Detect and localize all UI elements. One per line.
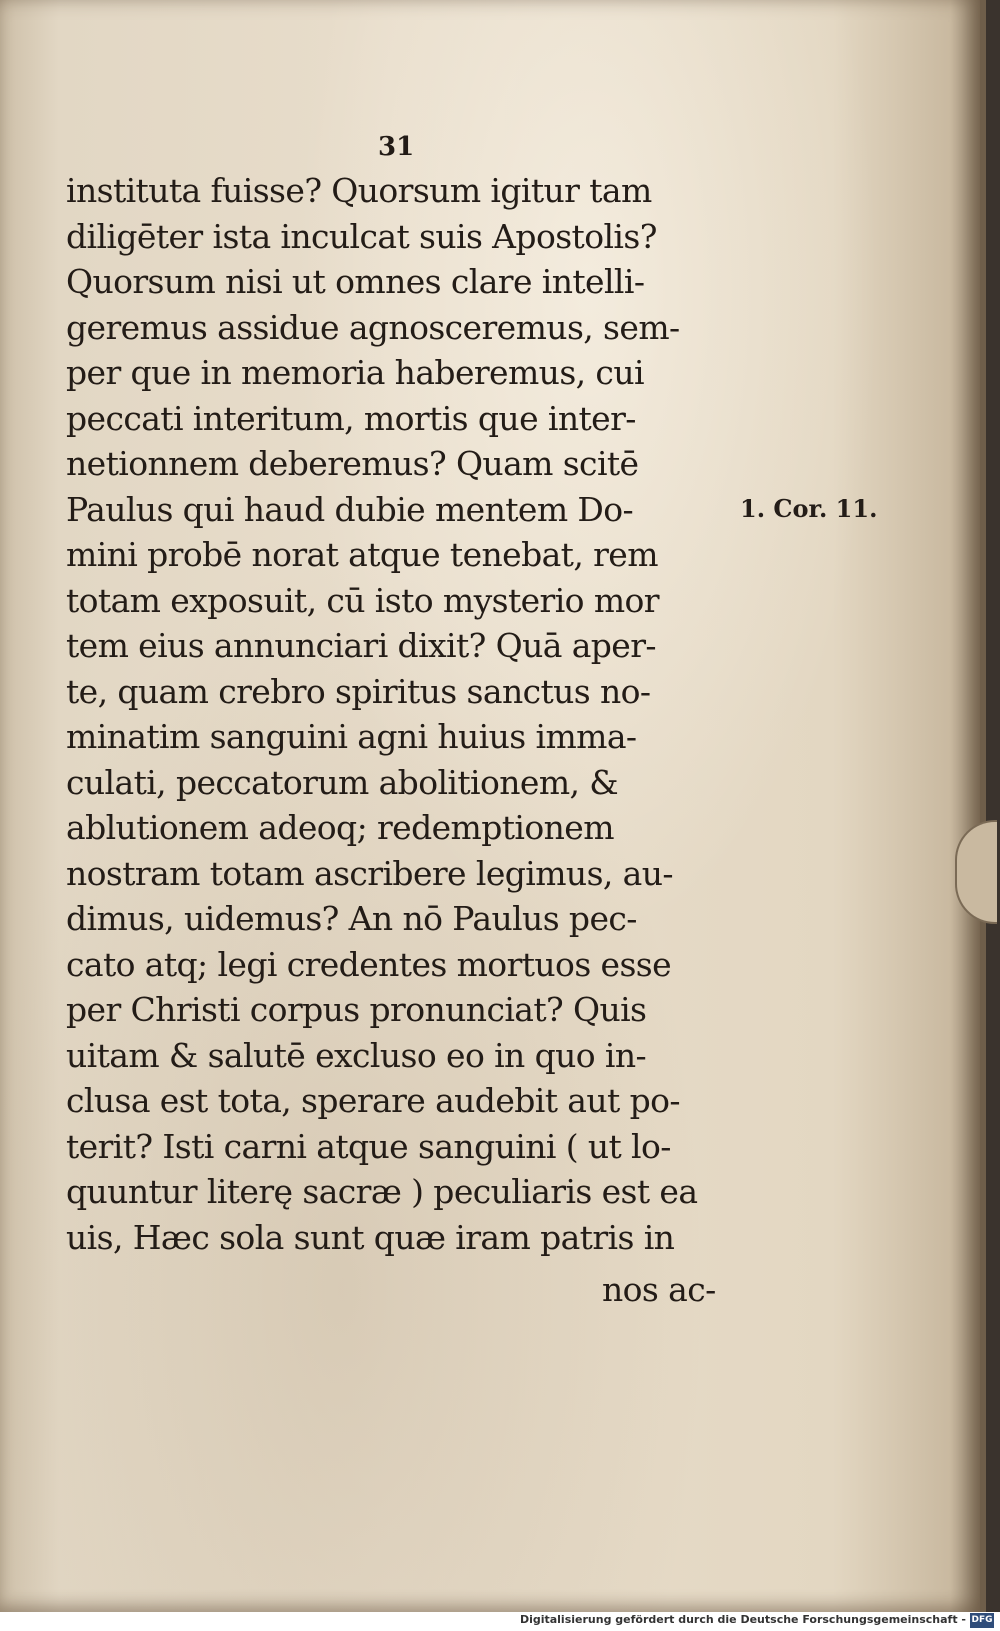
text-line: terit? Isti carni atque sanguini ( ut lo- [66, 1126, 671, 1166]
text-line: te, quam crebro spiritus sanctus no- [66, 671, 651, 711]
text-line: geremus assidue agnosceremus, sem- [66, 307, 680, 347]
footer-bar [0, 1612, 1000, 1631]
text-line: diligēter ista inculcat suis Apostolis? [66, 216, 657, 256]
text-line: clusa est tota, sperare audebit aut po- [66, 1081, 680, 1120]
text-line: totam exposuit, cū isto mysterio mor [66, 580, 659, 620]
text-line: per Christi corpus pronunciat? Quis [66, 990, 647, 1029]
text-line: quuntur literę sacræ ) peculiaris est ea [66, 1172, 698, 1211]
text-line: mini probē norat atque tenebat, rem [66, 535, 658, 574]
text-line: Paulus qui haud dubie mentem Do- [66, 489, 634, 529]
text-line: Quorsum nisi ut omnes clare intelli- [66, 262, 645, 301]
text-line: netionnem deberemus? Quam scitē [66, 444, 639, 483]
funding-credit: Digitalisierung gefördert durch die Deutsche Forschungsgemeinschaft - [519, 1613, 966, 1626]
text-line: cato atq; legi credentes mortuos esse [66, 944, 672, 984]
body-text [66, 168, 736, 1260]
page-number: 31 [378, 132, 415, 162]
text-line: uitam & salutē excluso eo in quo in- [66, 1035, 647, 1075]
text-line: peccati interitum, mortis que inter- [66, 398, 636, 438]
marginal-note: 1. Cor. 11. [740, 494, 878, 523]
text-line: per que in memoria haberemus, cui [66, 353, 644, 392]
text-line: dimus, uidemus? An nō Paulus pec- [66, 899, 637, 938]
text-line: tem eius annunciari dixit? Quā aper- [66, 626, 656, 665]
text-line: culati, peccatorum abolitionem, & [66, 762, 619, 802]
dfg-logo-icon: DFG [970, 1613, 994, 1628]
text-line: minatim sanguini agni huius imma- [66, 717, 637, 756]
text-line: nostram totam ascribere legimus, au- [66, 853, 673, 893]
catchword: nos ac- [602, 1270, 716, 1309]
text-line: uis, Hæc sola sunt quæ iram patris in [66, 1217, 675, 1257]
text-line: instituta fuisse? Quorsum igitur tam [66, 171, 652, 210]
text-line: ablutionem adeoq; redemptionem [66, 808, 614, 847]
